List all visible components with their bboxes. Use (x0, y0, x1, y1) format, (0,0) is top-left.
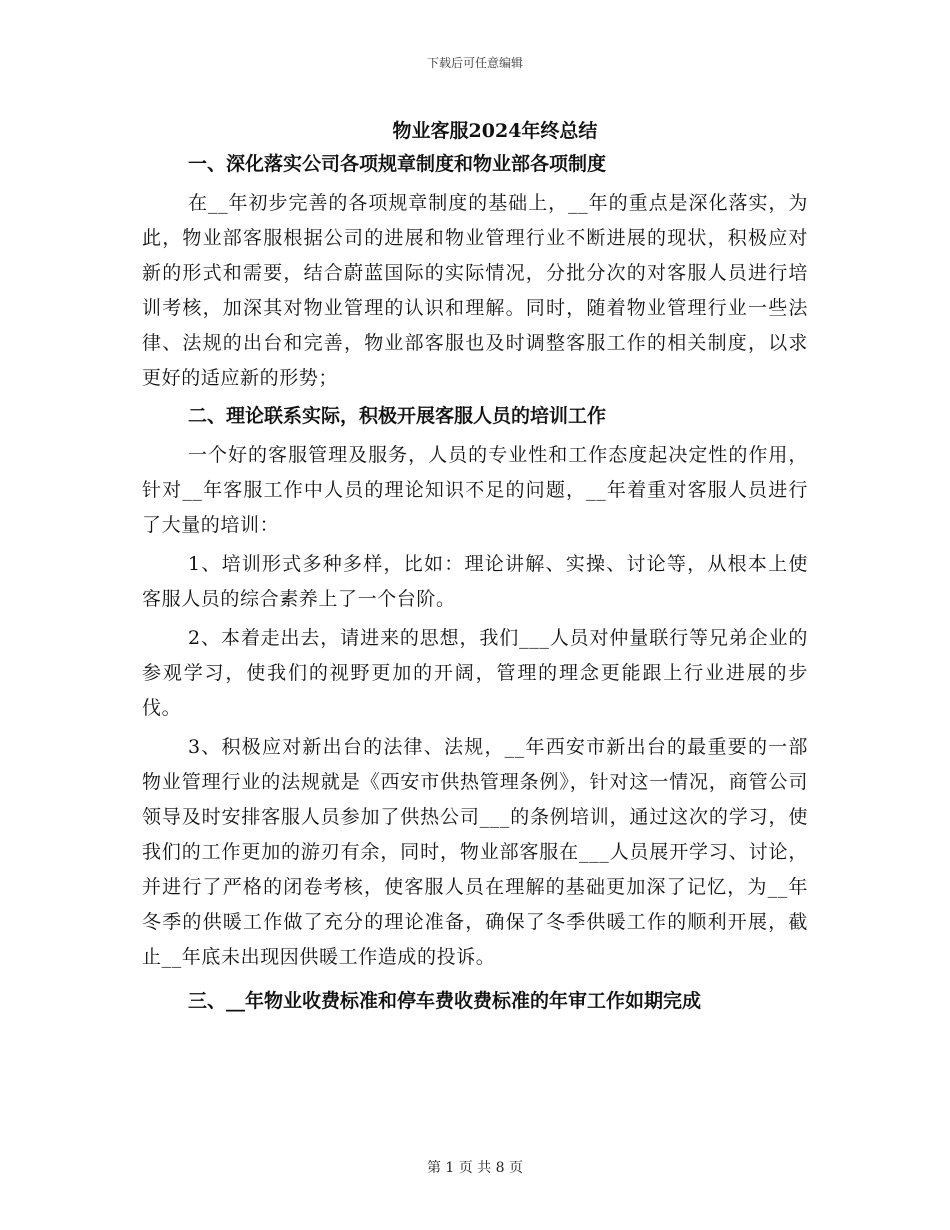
section-1-heading: 一、深化落实公司各项规章制度和物业部各项制度 (188, 153, 607, 175)
section-3-heading: 三、__年物业收费标准和停车费收费标准的年审工作如期完成 (188, 990, 702, 1012)
section-2-item-3: 3、积极应对新出台的法律、法规，__年西安市新出台的最重要的一部物业管理行业的法规就是《西安市供热管理条例》，针对这一情况，商管公司领导及时安排客服人员参加了供热公司___的条例培训，通过这次的学习，使我们的工作更加的游刃有余，同时，物业部客服在___人员展开学习、讨论，并进行了严格的闭卷考核，使客服人员在理解的基础更加深了记忆，为__年冬季的供暖工作做了充分的理论准备，确保了冬季供暖工作的顺利开展，截止__年底未出现因供暖工作造成的投诉。 (142, 736, 808, 968)
document-body (142, 148, 808, 1023)
section-2-item-1: 1、培训形式多种多样，比如：理论讲解、实操、讨论等，从根本上使客服人员的综合素养上了一个台阶。 (142, 553, 808, 610)
section-2-intro-paragraph: 一个好的客服管理及服务，人员的专业性和工作态度起决定性的作用，针对__年客服工作中人员的理论知识不足的问题，__年着重对客服人员进行了大量的培训： (142, 444, 808, 536)
page-number-footer: 第 1 页 共 8 页 (426, 1160, 524, 1176)
section-2-item-2: 2、本着走出去，请进来的思想，我们___人员对仲量联行等兄弟企业的参观学习，使我们的视野更加的开阔，管理的理念更能跟上行业进展的步伐。 (142, 627, 808, 719)
section-2-heading: 二、理论联系实际，积极开展客服人员的培训工作 (188, 405, 607, 427)
document-title: 物业客服2024年终总结 (392, 120, 598, 142)
section-1-paragraph: 在__年初步完善的各项规章制度的基础上，__年的重点是深化落实，为此，物业部客服根据公司的进展和物业管理行业不断进展的现状，积极应对新的形式和需要，结合蔚蓝国际的实际情况，分批分次的对客服人员进行培训考核，加深其对物业管理的认识和理解。同时，随着物业管理行业一些法律、法规的出台和完善，物业部客服也及时调整客服工作的相关制度，以求更好的适应新的形势； (142, 192, 808, 389)
page-header-note: 下载后可任意编辑 (426, 56, 523, 70)
